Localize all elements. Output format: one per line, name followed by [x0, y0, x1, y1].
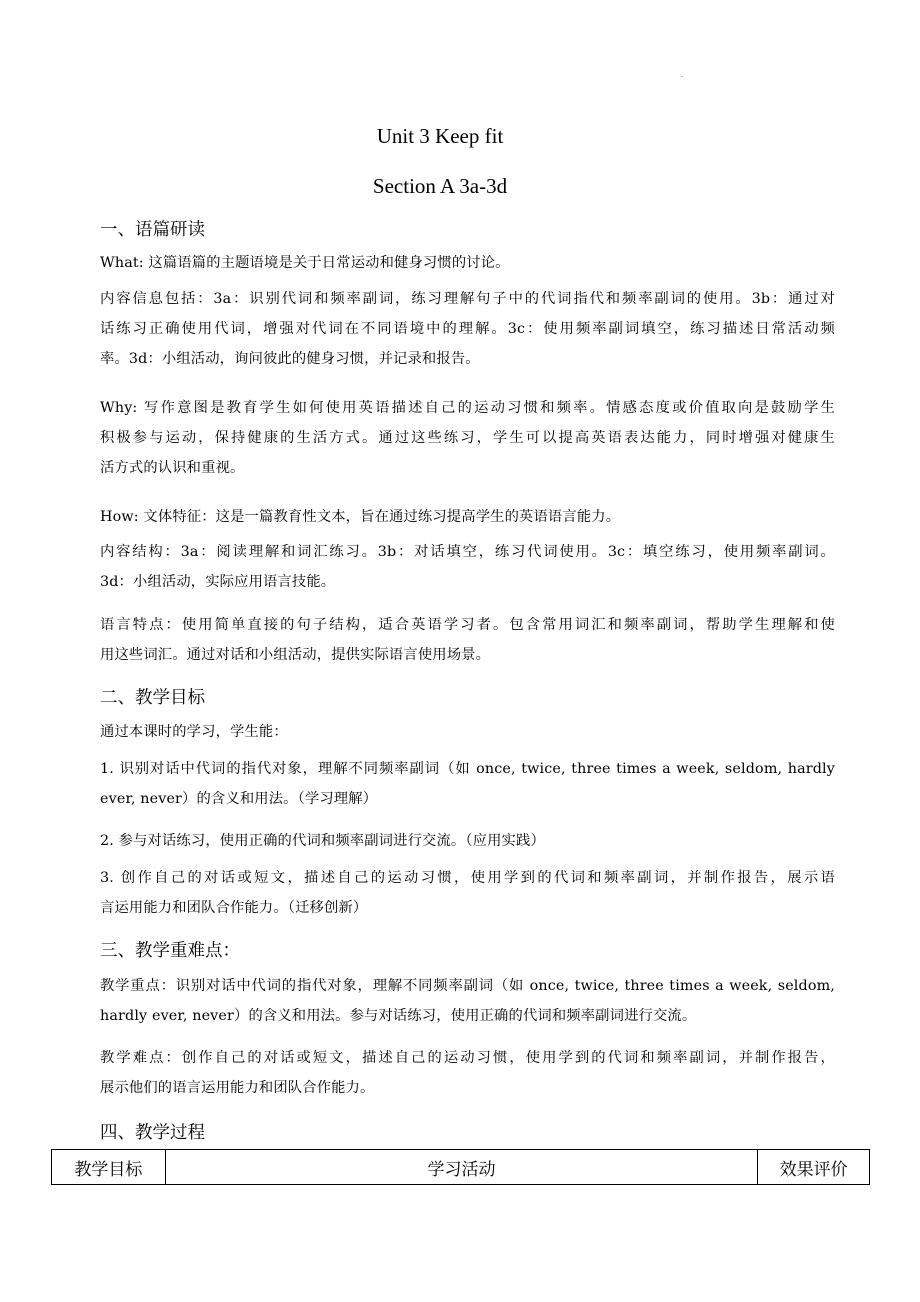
table-header-row: [52, 1150, 870, 1185]
paragraph-line: 1. 识别对话中代词的指代对象，理解不同频率副词（如 once, twice, three times a week, seldom, hardly: [100, 761, 835, 777]
section-heading-teaching-process: 四、教学过程: [100, 1123, 205, 1143]
paragraph-line: 积极参与运动，保持健康的生活方式。通过这些练习，学生可以提高英语表达能力，同时增强对健康生: [100, 430, 835, 446]
paragraph-line: ever, never）的含义和用法。（学习理解）: [100, 791, 378, 807]
paragraph-line: 教学难点：创作自己的对话或短文，描述自己的运动习惯，使用学到的代词和频率副词，并制作报告，: [100, 1050, 835, 1066]
paragraph-line: What: 这篇语篇的主题语境是关于日常运动和健身习惯的讨论。: [100, 255, 510, 271]
structure-paragraph: [100, 537, 835, 597]
goal-item-1: [100, 754, 835, 814]
features-paragraph: [100, 610, 835, 670]
document-title: Unit 3 Keep fit: [376, 124, 504, 148]
paragraph-line: 3d：小组活动，实际应用语言技能。: [100, 574, 336, 590]
how-paragraph: [100, 502, 835, 532]
goal-item-3: [100, 863, 835, 923]
teaching-process-table: [51, 1149, 870, 1185]
section-heading-teaching-goals: 二、教学目标: [100, 688, 205, 708]
paragraph-line: 2. 参与对话练习，使用正确的代词和频率副词进行交流。（应用实践）: [100, 833, 545, 849]
paragraph-line: 言运用能力和团队合作能力。（迁移创新）: [100, 900, 368, 916]
paragraph-line: 展示他们的语言运用能力和团队合作能力。: [100, 1080, 375, 1096]
paragraph-line: 用这些词汇。通过对话和小组活动，提供实际语言使用场景。: [100, 647, 491, 663]
paragraph-line: Why: 写作意图是教育学生如何使用英语描述自己的运动习惯和频率。情感态度或价值取向是鼓励学生: [100, 400, 835, 416]
table-header-evaluation: 效果评价: [758, 1150, 870, 1185]
paragraph-line: 语言特点：使用简单直接的句子结构，适合英语学习者。包含常用词汇和频率副词，帮助学生理解和使: [100, 617, 835, 633]
paragraph-line: 3. 创作自己的对话或短文，描述自己的运动习惯，使用学到的代词和频率副词，并制作报告，展示语: [100, 870, 835, 886]
paragraph-line: 活方式的认识和重视。: [100, 460, 245, 476]
paragraph-line: 话练习正确使用代词，增强对代词在不同语境中的理解。3c：使用频率副词填空，练习描述日常活动频: [100, 321, 835, 337]
goals-intro: [100, 717, 835, 747]
key-point-paragraph: [100, 971, 835, 1031]
section-heading-text-analysis: 一、语篇研读: [100, 220, 205, 240]
table-header-activity: 学习活动: [165, 1150, 757, 1185]
paragraph-line: How: 文体特征：这是一篇教育性文本，旨在通过练习提高学生的英语语言能力。: [100, 509, 621, 525]
why-paragraph: [100, 393, 835, 483]
goal-item-2: [100, 826, 835, 856]
scan-speck: [681, 76, 683, 77]
document-subtitle: Section A 3a-3d: [372, 174, 508, 198]
paragraph-line: 内容结构：3a：阅读理解和词汇练习。3b：对话填空，练习代词使用。3c：填空练习，使用频率副词。: [100, 544, 835, 560]
section-heading-key-points: 三、教学重难点：: [100, 941, 240, 961]
paragraph-line: 率。3d：小组活动，询问彼此的健身习惯，并记录和报告。: [100, 351, 480, 367]
paragraph-line: 通过本课时的学习，学生能：: [100, 724, 288, 740]
table-header-goal: 教学目标: [52, 1150, 166, 1185]
difficult-point-paragraph: [100, 1043, 835, 1103]
what-paragraph: [100, 248, 835, 278]
content-paragraph: [100, 284, 835, 374]
paragraph-line: 教学重点：识别对话中代词的指代对象，理解不同频率副词（如 once, twice, three times a week, seldom,: [100, 978, 835, 994]
paragraph-line: 内容信息包括：3a：识别代词和频率副词，练习理解句子中的代词指代和频率副词的使用。3b：通过对: [100, 291, 835, 307]
paragraph-line: hardly ever, never）的含义和用法。参与对话练习，使用正确的代词和频率副词进行交流。: [100, 1008, 697, 1024]
